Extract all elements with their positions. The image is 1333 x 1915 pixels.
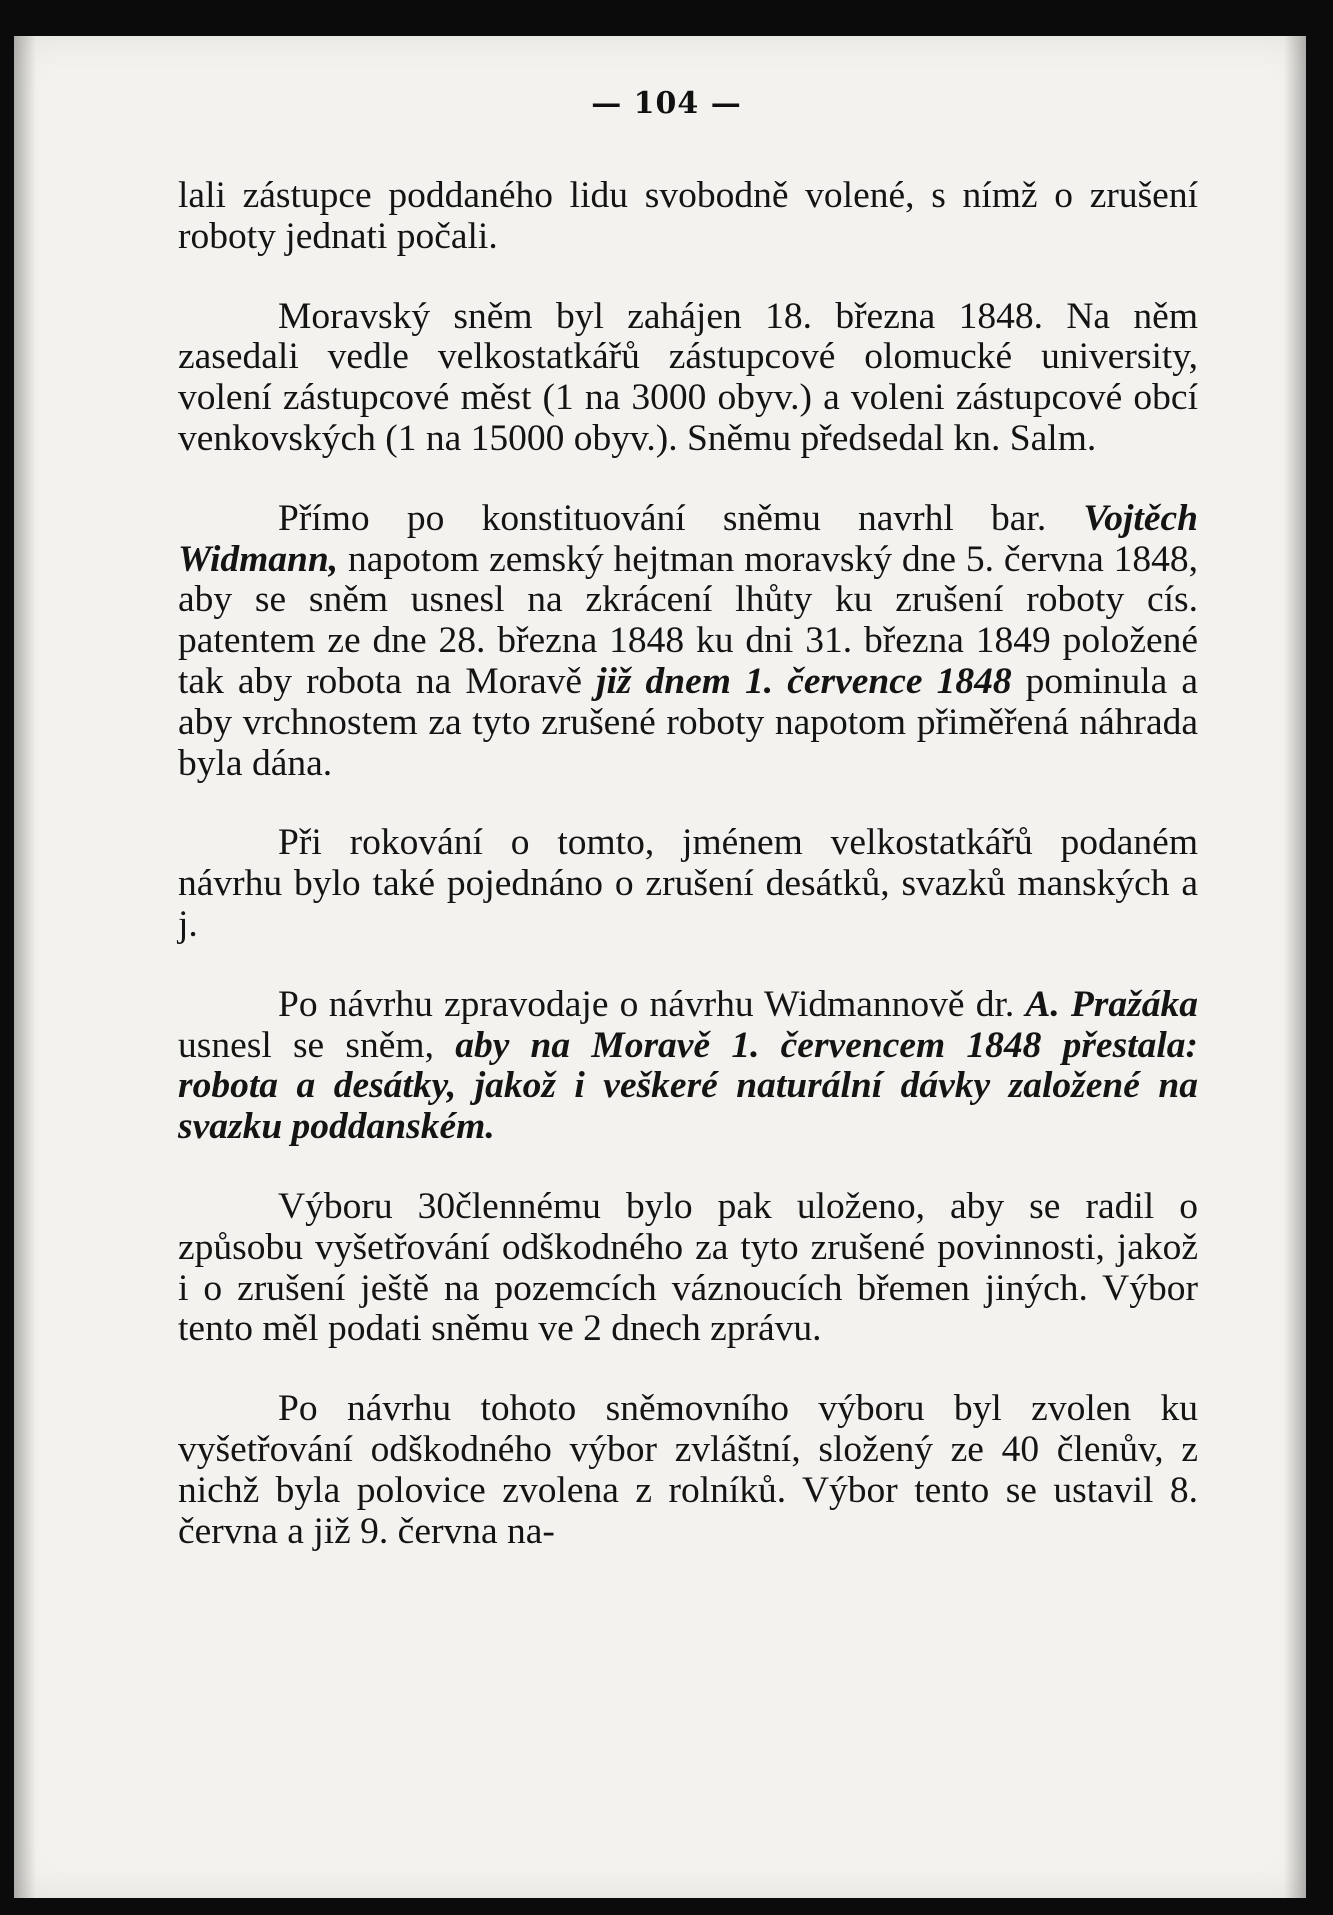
paragraph-text: Při rokování o tomto, jménem velkostatkářů podaném návrhu bylo také pojednáno o zrušení desátků, svazků manských a j.	[178, 822, 1198, 945]
paragraph-text: napotom zemský hejtman moravský dne 5. června 1848, aby se sněm usnesl na zkrácení lhůty ku zrušení roboty cís. patentem ze dne 28. března 1848 ku dni 31. března 1849 položené tak aby robota na Moravě	[178, 538, 1198, 702]
paragraph-text: Přímo po konstituování sněmu navrhl bar.	[278, 497, 1084, 539]
emphasis-text: Vojtěch Widmann,	[178, 497, 1198, 580]
paragraph-text: Po návrhu tohoto sněmovního výboru byl zvolen ku vyšetřování odškodného výbor zvláštní, složený ze 40 členův, z nichž byla polovice zvolena z rolníků. Výbor tento se ustavil 8. června a již 9. června na-	[178, 1388, 1198, 1552]
emphasis-text: aby na Moravě 1. červencem 1848 přestala: robota a desátky, jakož i veškeré naturální dávky založené na svazku poddanském.	[178, 1024, 1198, 1148]
paragraph-1	[178, 176, 1198, 258]
paragraph-text: Po návrhu zpravodaje o návrhu Widmannově dr.	[278, 983, 1026, 1025]
paragraph-text: Výboru 30člennému bylo pak uloženo, aby se radil o způsobu vyšetřování odškodného za tyto zrušené povinnosti, jakož i o zrušení ještě na pozemcích váznoucích břemen jiných. Výbor tento měl podati sněmu ve 2 dnech zprávu.	[178, 1185, 1198, 1350]
body-text	[178, 176, 1198, 1552]
paragraph-text: Moravský sněm byl zahájen 18. března 1848. Na něm zasedali vedle velkostatkářů zástupcové olomucké university, volení zástupcové měst (1 na 3000 obyv.) a voleni zástupcové obcí venkovských (1 na 15000 obyv.). Sněmu předsedal kn. Salm.	[178, 295, 1198, 459]
paragraph-2	[178, 297, 1198, 460]
paragraph-4	[178, 823, 1198, 945]
emphasis-text: již dnem 1. července 1848	[596, 660, 1012, 702]
paragraph-text: lali zástupce poddaného lidu svobodně volené, s nímž o zrušení roboty jednati počali.	[178, 175, 1198, 257]
page-shadow-left	[14, 36, 36, 1898]
paragraph-3	[178, 499, 1198, 785]
paragraph-5	[178, 985, 1198, 1148]
paragraph-text: pominula a aby vrchnostem za tyto zrušené roboty napotom přiměřená náhrada byla dána.	[178, 660, 1199, 784]
page-shadow-right	[1284, 36, 1306, 1898]
emphasis-text: A. Pražáka	[1025, 983, 1198, 1025]
page-number: — 104 —	[591, 86, 742, 121]
paragraph-7	[178, 1389, 1198, 1552]
paragraph-text: usnesl se sněm,	[178, 1024, 456, 1066]
paragraph-6	[178, 1187, 1198, 1350]
